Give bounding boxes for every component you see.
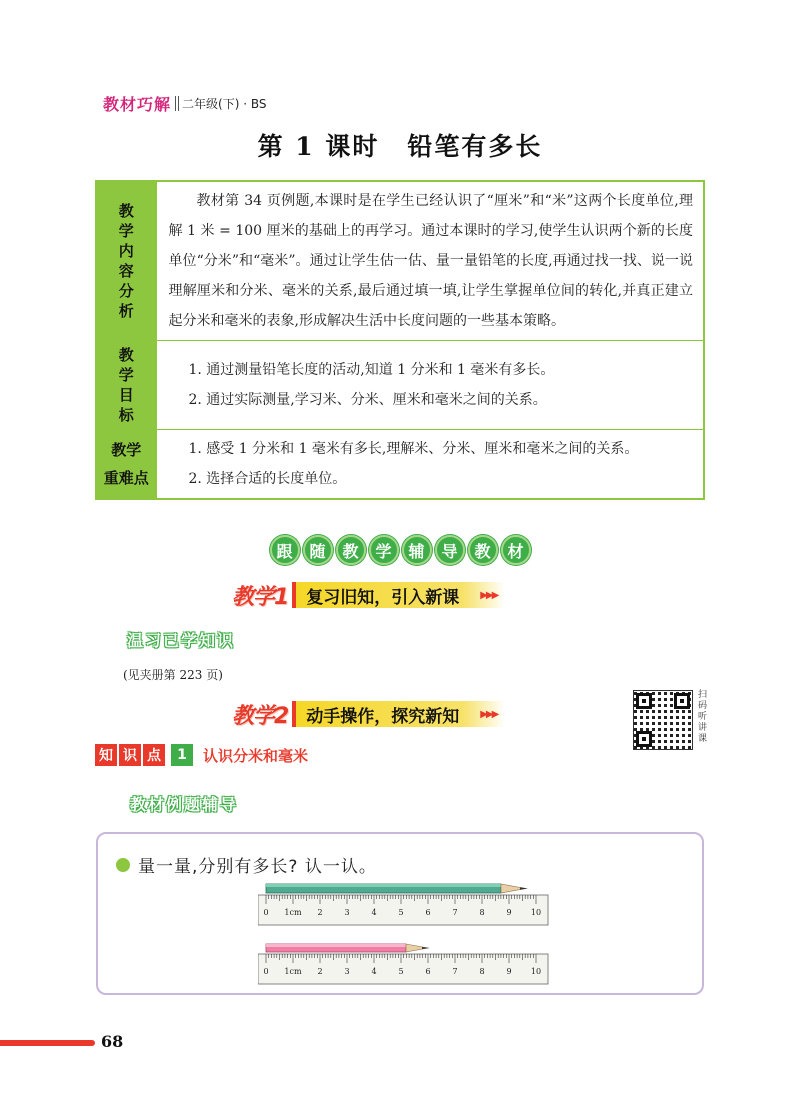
arrows-icon: ▶▶▶ [480, 708, 498, 720]
running-header [103, 92, 266, 115]
teaching-step-2 [232, 699, 505, 729]
review-label: 温习已学知识 [127, 631, 236, 650]
ruler-tick-label: 1cm [284, 908, 302, 917]
ruler-tick-label: 5 [398, 908, 404, 917]
header-separator [175, 96, 179, 111]
step-tag: 教学1 [232, 584, 289, 610]
ruler-tick-label: 3 [344, 908, 350, 917]
ruler-tick-label: 9 [506, 967, 512, 976]
ruler-tick-label: 7 [452, 908, 458, 917]
step-title: 复习旧知，引入新课 ▶▶▶ [292, 582, 505, 608]
goals-label: 教 学 目 标 [96, 341, 156, 430]
ruler-tick-label: 10 [530, 908, 542, 917]
goal-item: 1. 通过测量铅笔长度的活动,知道 1 分米和 1 毫米有多长。 [188, 362, 555, 378]
page-number: 68 [101, 1032, 124, 1051]
footer-bar [0, 1040, 95, 1046]
content-analysis-text: 教材第 34 页例题,本课时是在学生已经认识了“厘米”和“米”这两个长度单位,理解 1 米 = 100 厘米的基础上的再学习。通过本课时的学习,使学生认识两个新的长度单位“分米”和“毫米”。通过让学生估一估、量一量铅笔的长度,再通过找一找、说一说理解厘米和分米、毫米的关系,最后通过填一填,让学生掌握单位间的转化,并真正建立起分米和毫米的表象,形成解决生活中长度问题的一些基本策略。 [156, 181, 704, 341]
example-label: 教材例题辅导 [130, 795, 239, 814]
lesson-info-table [95, 180, 705, 500]
key-point-item: 2. 选择合适的长度单位。 [188, 471, 347, 487]
key-point-item: 1. 感受 1 分米和 1 毫米有多长,理解米、分米、厘米和毫米之间的关系。 [188, 441, 639, 457]
qr-code-icon[interactable] [633, 690, 693, 750]
bullet-dot-icon [116, 858, 130, 872]
goals-text [156, 341, 704, 430]
key-points-row [96, 430, 704, 500]
ruler-tick-label: 7 [452, 967, 458, 976]
example-box [96, 832, 704, 995]
ruler-tick-label: 6 [425, 908, 431, 917]
example-question: 量一量,分别有多长? 认一认。 [116, 852, 377, 877]
knowledge-point-heading: 知 识 点 1 认识分米和毫米 [95, 744, 308, 766]
ruler-tick-label: 4 [371, 967, 377, 976]
content-analysis-row [96, 181, 704, 341]
step-tag: 教学2 [232, 703, 289, 729]
ruler-tick-label: 0 [263, 967, 269, 976]
grade-label: 二年级(下) · BS [182, 97, 267, 111]
ruler-icon [258, 954, 548, 984]
lesson-title [0, 127, 800, 163]
content-analysis-label: 教 学 内 容 分 析 [96, 181, 156, 341]
lesson-name: 铅笔有多长 [407, 132, 543, 161]
ruler-tick-label: 10 [530, 967, 542, 976]
qr-caption: 扫 码 听 讲 课 [698, 690, 708, 744]
ruler-icon [258, 895, 548, 925]
key-points-text [156, 430, 704, 500]
ruler-tick-label: 4 [371, 908, 377, 917]
step-title: 动手操作，探究新知 ▶▶▶ [292, 701, 505, 727]
teaching-step-1 [232, 580, 505, 610]
section-banner: 跟 随 教 学 辅 导 教 材 [0, 535, 800, 565]
pencil-icon [266, 884, 528, 893]
pencils-and-rulers [258, 876, 558, 986]
pencil-icon [266, 944, 430, 952]
ruler-tick-label: 8 [479, 908, 485, 917]
arrows-icon: ▶▶▶ [480, 589, 498, 601]
ruler-tick-label: 3 [344, 967, 350, 976]
knowledge-point-title: 认识分米和毫米 [203, 746, 309, 765]
ruler-tick-label: 8 [479, 967, 485, 976]
goal-item: 2. 通过实际测量,学习米、分米、厘米和毫米之间的关系。 [188, 392, 547, 408]
lesson-number: 第 1 课时 [257, 132, 380, 161]
book-brand: 教材巧解 [103, 95, 172, 114]
ruler-tick-label: 6 [425, 967, 431, 976]
ruler-tick-label: 5 [398, 967, 404, 976]
key-points-label: 教学 重难点 [96, 430, 156, 500]
ruler-tick-label: 2 [317, 967, 323, 976]
ruler-tick-label: 1cm [284, 967, 302, 976]
ruler-tick-label: 9 [506, 908, 512, 917]
goals-row [96, 341, 704, 430]
knowledge-point-number: 1 [171, 744, 193, 766]
review-reference: (见夹册第 223 页) [123, 668, 223, 682]
ruler-tick-label: 0 [263, 908, 269, 917]
ruler-tick-label: 2 [317, 908, 323, 917]
